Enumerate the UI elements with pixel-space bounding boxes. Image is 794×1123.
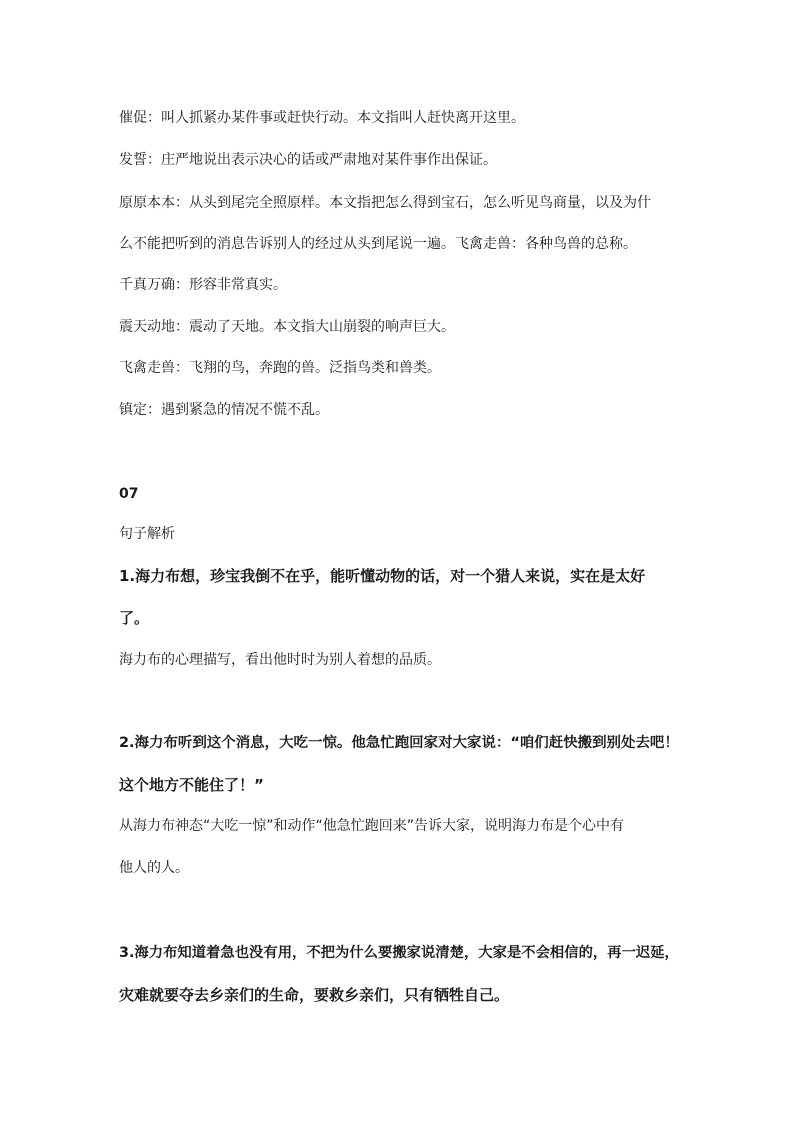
sentence-line: 了。 — [119, 609, 150, 627]
analysis-line: 他人的人。 — [119, 860, 189, 876]
vocab-line: 震天动地：震动了天地。本文指大山崩裂的响声巨大。 — [119, 319, 455, 335]
section-title: 句子解析 — [119, 526, 175, 542]
sentence-line: 灾难就要夺去乡亲们的生命，要救乡亲们，只有牺牲自己。 — [119, 986, 510, 1004]
vocab-line: 飞禽走兽：飞翔的鸟，奔跑的兽。泛指鸟类和兽类。 — [119, 360, 441, 376]
sentence-line: 这个地方不能住了！” — [119, 776, 264, 794]
vocab-line: 千真万确：形容非常真实。 — [119, 277, 287, 293]
vocab-line: 催促：叫人抓紧办某件事或赶快行动。本文指叫人赶快离开这里。 — [119, 110, 525, 126]
sentence-line: 2.海力布听到这个消息，大吃一惊。他急忙跑回家对大家说：“咱们赶快搬到别处去吧！ — [119, 735, 679, 751]
vocab-line: 镇定：遇到紧急的情况不慌不乱。 — [119, 402, 329, 418]
vocab-line: 么不能把听到的消息告诉别人的经过从头到尾说一遍。飞禽走兽：各种鸟兽的总称。 — [119, 236, 637, 252]
vocab-line: 发誓：庄严地说出表示决心的话或严肃地对某件事作出保证。 — [119, 152, 497, 168]
section-number: 07 — [119, 486, 139, 502]
sentence-line: 3.海力布知道着急也没有用，不把为什么要搬家说清楚，大家是不会相信的，再一迟延， — [119, 945, 679, 961]
sentence-line: 1.海力布想，珍宝我倒不在乎，能听懂动物的话，对一个猎人来说，实在是太好 — [119, 567, 646, 585]
analysis-line: 从海力布神态“大吃一惊”和动作“他急忙跑回来”告诉大家，说明海力布是个心中有 — [119, 818, 625, 834]
analysis-line: 海力布的心理描写，看出他时时为别人着想的品质。 — [119, 652, 441, 668]
vocab-line: 原原本本：从头到尾完全照原样。本文指把怎么得到宝石，怎么听见鸟商量，以及为什 — [119, 195, 651, 211]
